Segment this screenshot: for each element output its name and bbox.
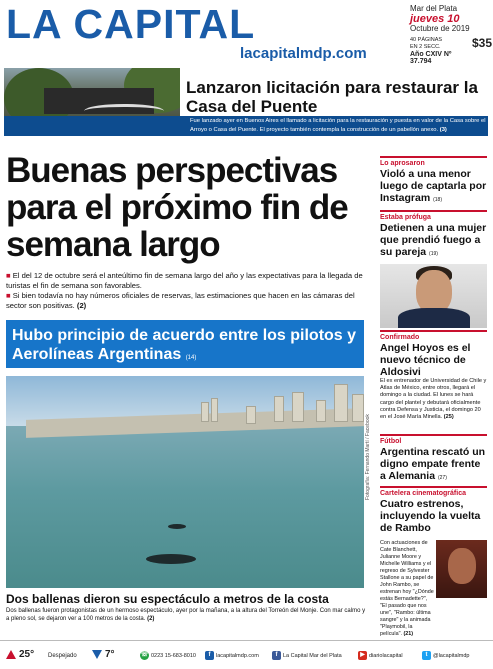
sidebar-kicker: Cartelera cinematográfica [380,486,487,498]
sections-label: EN 2 SECC. [410,44,441,50]
main-story-bullets [6,271,372,311]
min-temp: 7° [105,649,115,660]
sidebar-title[interactable]: Argentina rescató un digno empate frente a Alemania [380,446,486,482]
top-story-summary [4,116,488,136]
whale-body: Dos ballenas fueron protagonistas de un hermoso espectáculo, ayer por la mañana, a la altura del Torreón del Monje. Con mar calmo y a pleno sol, se dejaron ver a 100 metros de la costa. [6,608,366,622]
sidebar-body: El ex entrenador de Universidad de Chile y Atlas de México, entre otros, llegará el domingo a la ciudad. El lunes se hará cargo del plantel y debutará oficialmente contra Defensa y Justicia, el domingo 20 en el José María Minella. [380,378,487,421]
web-link[interactable]: lacapitalmdp.com [216,652,259,659]
twitter-icon: t [422,651,431,660]
edition-info [410,37,472,65]
facebook-contact[interactable] [272,651,342,660]
sidebar-kicker: Fútbol [380,434,487,446]
facebook-icon: f [272,651,281,660]
sidebar-page-ref: (25) [443,414,454,421]
bullet-text-2: Si bien todavía no hay números oficiales de reservas, las estimaciones que hacen en las cámaras del sector son positivas. [6,291,355,310]
sidebar-item-cartelera[interactable] [380,486,487,534]
temp-up-icon [6,650,16,659]
main-headline[interactable]: Buenas perspectivas para el próximo fin de semana largo [6,151,348,264]
youtube-link[interactable]: diariolacapital [369,652,403,659]
sidebar-item-fuego[interactable] [380,210,487,260]
whatsapp-contact[interactable] [140,651,196,660]
bullet-text-1: El del 12 de octubre será el anteúltimo fin de semana largo del año y las expectativas para la llegada de turistas el fin de semana son favorables. [6,271,363,290]
sidebar-body: Con actuaciones de Cate Blanchett, Julianne Moore y Michelle Williams y el regreso de Sylvester Stallone a su papel de John Rambo, se estrenan hoy "¿Dónde estás Bernadette?", "El pasado que nos une", "Rambo: última sangre" y la animada "Playmobil, la película". [380,540,434,637]
sidebar-page-ref: (27) [437,475,447,481]
youtube-contact[interactable] [358,651,403,660]
sidebar-kicker: Estaba prófuga [380,210,487,222]
website-link[interactable]: lacapitalmdp.com [240,45,367,62]
sidebar-page-ref: (21) [403,631,414,637]
newspaper-logo[interactable]: LA CAPITAL [6,1,256,47]
sidebar-kicker: Lo aprosaron [380,156,487,168]
whale-headline[interactable]: Dos ballenas dieron su espectáculo a metros de la costa [6,592,329,606]
twitter-link[interactable]: @lacapitalmdp [433,652,470,659]
sidebar-page-ref: (18) [433,197,443,203]
bullet-icon: ■ [6,291,11,300]
city-label: Mar del Plata [410,4,458,13]
facebook-link[interactable]: La Capital Mar del Plata [283,652,342,659]
footer [0,640,493,669]
max-temp: 25° [19,649,35,660]
sidebar-page-ref: (19) [429,251,438,257]
whatsapp-icon: ☏ [140,652,149,658]
sidebar-kicker: Confirmado [380,330,487,342]
facebook-icon: f [205,651,214,660]
sky-condition: Despejado [48,653,77,659]
whale-shape [168,524,186,529]
price-label: $35 [472,36,493,50]
weather-min [92,649,115,660]
top-story-headline[interactable]: Lanzaron licitación para restaurar la Casa del Puente [186,78,478,116]
youtube-icon: ▶ [358,651,367,660]
pages-label: 40 PÁGINAS [410,37,443,43]
web-contact[interactable] [205,651,259,660]
aerolineas-page-ref: (14) [185,355,197,361]
whales-photo[interactable] [6,376,364,588]
cartelera-body [380,540,434,638]
main-story-page-ref: (2) [76,300,87,310]
sidebar [380,152,487,642]
aerolineas-headline[interactable]: Hubo principio de acuerdo entre los pilotos y Aerolíneas Argentinas [12,327,357,363]
sidebar-title[interactable]: Detienen a una mujer que prendió fuego a su pareja [380,222,487,258]
photo-credit: Fotografía: Fernando Martí / Facebook [365,414,371,500]
whale-page-ref: (2) [147,616,155,622]
weather-max [6,649,34,660]
sidebar-item-aldosivi[interactable] [380,330,487,421]
day-label: jueves 10 [410,13,460,25]
temp-down-icon [92,650,102,659]
sidebar-title[interactable]: Violó a una menor luego de captarla por Instagram [380,168,487,204]
bullet-icon: ■ [6,271,11,280]
year-number: Año CXIV Nº 37.794 [410,51,452,65]
top-story-text: Fue lanzado ayer en Buenos Aires el llamado a licitación para la restauración y puesta en valor de la Casa sobre el Arroyo o Casa del Puente. El proyecto también contempla la construcción de un pabellón anexo. [190,118,486,133]
sidebar-title[interactable]: Cuatro estrenos, incluyendo la vuelta de Rambo [380,498,481,534]
sidebar-item-futbol[interactable] [380,434,487,484]
masthead [0,0,493,64]
whale-shape [146,554,196,564]
aerolineas-story[interactable] [6,320,364,368]
date-label: Octubre de 2019 [410,24,470,33]
whale-text [6,607,368,623]
phone-number[interactable]: 0223 15-683-8010 [151,652,196,659]
date-block [410,4,490,34]
sidebar-title[interactable]: Angel Hoyos es el nuevo técnico de Aldosivi [380,342,471,378]
top-story-page-ref: (3) [439,127,447,133]
rambo-photo[interactable] [436,540,487,598]
twitter-contact[interactable] [422,651,469,660]
sidebar-item-instagram[interactable] [380,156,487,206]
angel-hoyos-photo[interactable] [380,264,487,328]
